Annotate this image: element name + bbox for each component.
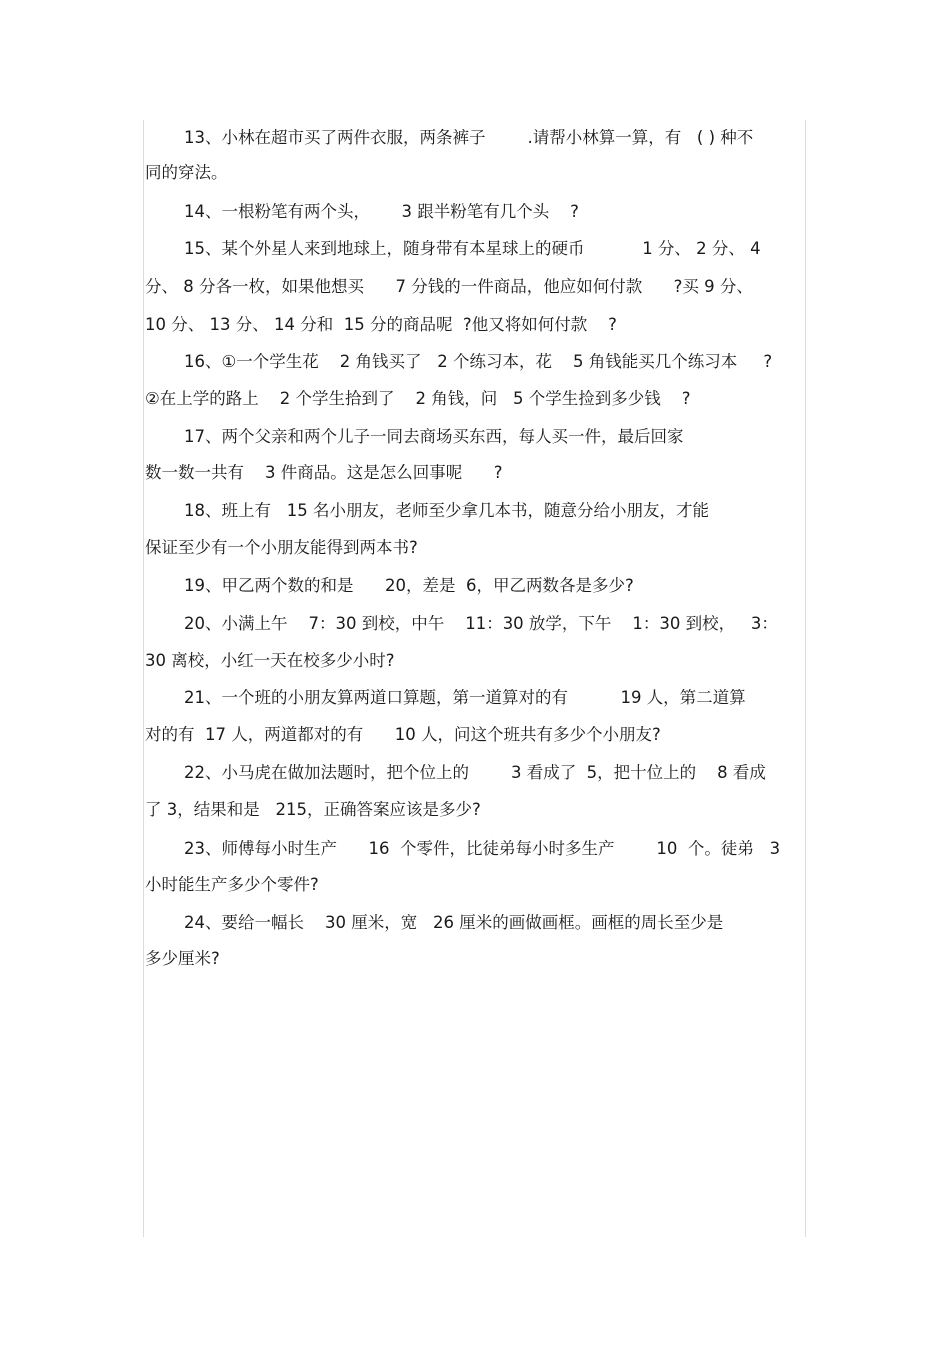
text-line: 小时能生产多少个零件? (145, 875, 319, 894)
text-line: 分、 8 分各一枚，如果他想买 7 分钱的一件商品，他应如何付款 ?买 9 分、 (145, 277, 753, 296)
text-line: 了 3，结果和是 215，正确答案应该是多少? (145, 800, 481, 819)
text-line: 对的有 17 人，两道都对的有 10 人，问这个班共有多少个小朋友? (145, 725, 661, 744)
text-line: 16、①一个学生花 2 角钱买了 2 个练习本，花 5 角钱能买几个练习本 ? (184, 352, 773, 371)
text-line: 18、班上有 15 名小朋友，老师至少拿几本书，随意分给小朋友，才能 (184, 501, 709, 520)
text-line: 13、小林在超市买了两件衣服，两条裤子 .请帮小林算一算，有 ( ) 种不 (184, 128, 754, 147)
text-line: 同的穿法。 (145, 163, 228, 182)
text-line: 21、一个班的小朋友算两道口算题，第一道算对的有 19 人，第二道算 (184, 688, 746, 707)
text-line: 19、甲乙两个数的和是 20，差是 6，甲乙两数各是多少? (184, 576, 634, 595)
text-line: 20、小满上午 7：30 到校，中午 11：30 放学，下午 1：30 到校， 3： (184, 614, 778, 633)
text-line: 23、师傅每小时生产 16 个零件，比徒弟每小时多生产 10 个。徒弟 3 (184, 839, 781, 858)
text-line: 17、两个父亲和两个儿子一同去商场买东西，每人买一件，最后回家 (184, 427, 684, 446)
text-line: 24、要给一幅长 30 厘米，宽 26 厘米的画做画框。画框的周长至少是 (184, 913, 724, 932)
text-line: 多少厘米? (145, 949, 220, 968)
text-line: 14、一根粉笔有两个头， 3 跟半粉笔有几个头 ? (184, 202, 579, 221)
text-line: 15、某个外星人来到地球上，随身带有本星球上的硬币 1 分、 2 分、 4 (184, 239, 761, 258)
text-line: ②在上学的路上 2 个学生拾到了 2 角钱，问 5 个学生捡到多少钱 ? (145, 389, 691, 408)
text-line: 保证至少有一个小朋友能得到两本书? (145, 538, 418, 557)
text-line: 30 离校，小红一天在校多少小时? (145, 651, 395, 670)
text-line: 10 分、 13 分、 14 分和 15 分的商品呢 ?他又将如何付款 ? (145, 315, 617, 334)
text-line: 数一数一共有 3 件商品。这是怎么回事呢 ? (145, 463, 503, 482)
text-line: 22、小马虎在做加法题时，把个位上的 3 看成了 5，把十位上的 8 看成 (184, 763, 766, 782)
